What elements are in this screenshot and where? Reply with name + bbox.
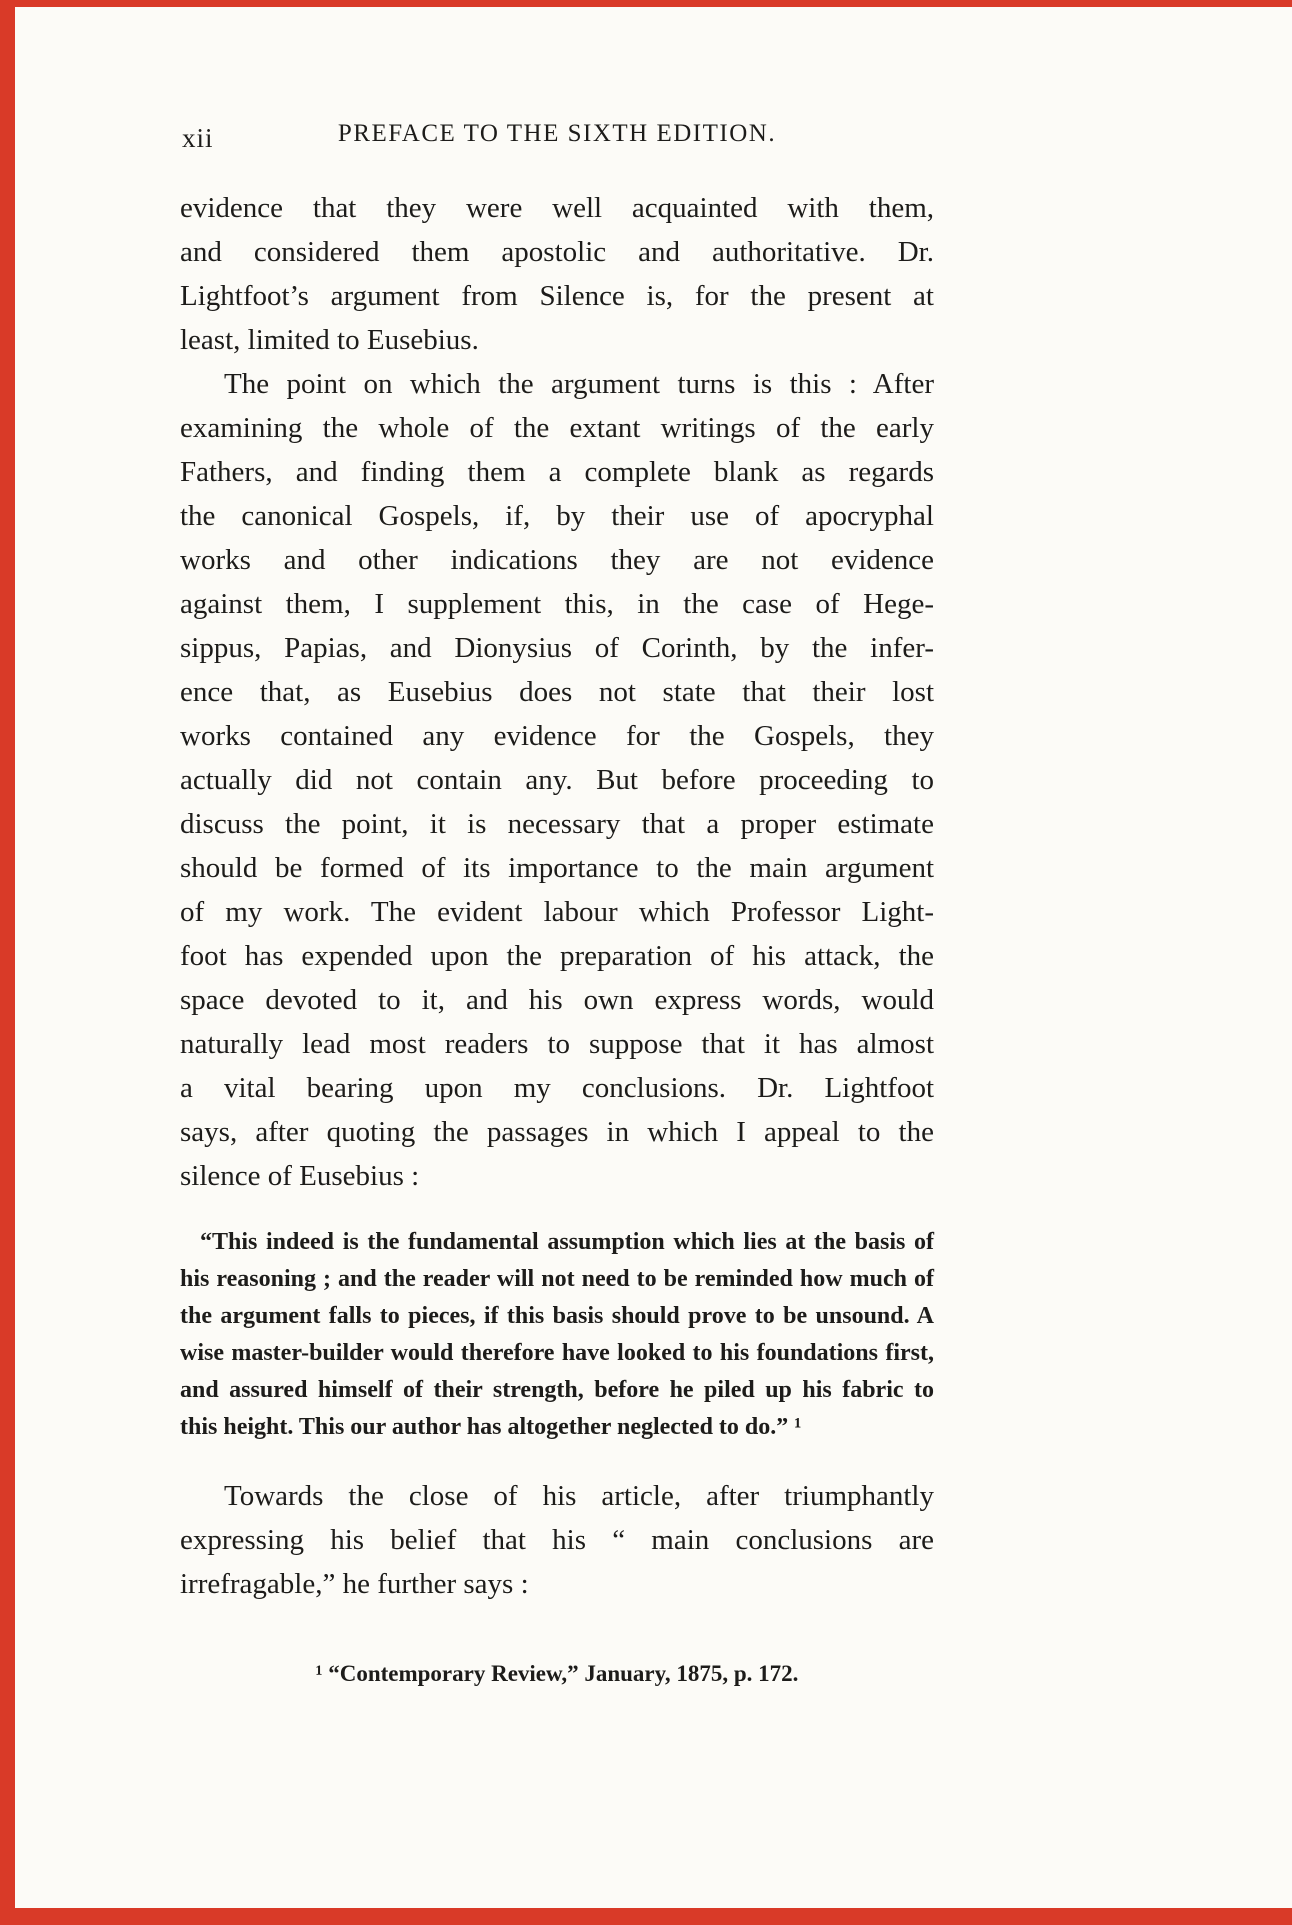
text-line: against them, I supplement this, in the case of Hege- [180, 588, 934, 620]
text-line: actually did not contain any. But before proceeding to [180, 764, 934, 796]
quote-line: his reasoning ; and the reader will not need to be reminded how much of [180, 1266, 934, 1292]
quote-line: and assured himself of their strength, before he piled up his fabric to [180, 1377, 934, 1403]
text-line: foot has expended upon the preparation of his attack, the [180, 940, 934, 972]
text-line: should be formed of its importance to the main argument [180, 852, 934, 884]
quote-line: wise master-builder would therefore have looked to his foundations first, [180, 1340, 934, 1366]
block-quote [180, 1224, 934, 1446]
text-line: The point on which the argument turns is this : After [224, 368, 934, 400]
text-line: and considered them apostolic and authoritative. Dr. [180, 236, 934, 268]
chapter-title: PREFACE TO THE SIXTH EDITION. [337, 120, 777, 147]
paragraph-main [180, 362, 934, 1198]
text-line: evidence that they were well acquainted with them, [180, 192, 934, 224]
text-line: works contained any evidence for the Gospels, they [180, 720, 934, 752]
text-line: space devoted to it, and his own express words, would [180, 984, 934, 1016]
text-line: Lightfoot’s argument from Silence is, for the present at [180, 280, 934, 312]
running-header [180, 120, 934, 156]
text-line: works and other indications they are not evidence [180, 544, 934, 576]
text-line: Fathers, and finding them a complete blank as regards [180, 456, 934, 488]
text-line: the canonical Gospels, if, by their use of apocryphal [180, 500, 934, 532]
footnote-text: ¹ “Contemporary Review,” January, 1875, p. 172. [315, 1661, 799, 1686]
page-content [180, 120, 934, 1696]
text-line: examining the whole of the extant writings of the early [180, 412, 934, 444]
text-line: naturally lead most readers to suppose that it has almost [180, 1028, 934, 1060]
scan-edge-left [0, 0, 15, 1925]
quote-line: this height. This our author has altogether neglected to do.” ¹ [180, 1414, 802, 1440]
page-number: xii [182, 123, 214, 153]
footnote [180, 1652, 934, 1696]
text-line: irrefragable,” he further says : [180, 1568, 529, 1600]
scan-edge-bottom [0, 1908, 1292, 1925]
paragraph-continuation [180, 186, 934, 362]
quote-line: “This indeed is the fundamental assumption which lies at the basis of [200, 1229, 934, 1255]
text-line: silence of Eusebius : [180, 1160, 420, 1192]
paragraph-closing [180, 1474, 934, 1606]
text-line: a vital bearing upon my conclusions. Dr. Lightfoot [180, 1072, 934, 1104]
text-line: expressing his belief that his “ main conclusions are [180, 1524, 934, 1556]
quote-line: the argument falls to pieces, if this basis should prove to be unsound. A [180, 1303, 934, 1329]
scan-edge-top [0, 0, 1292, 7]
text-line: of my work. The evident labour which Professor Light- [180, 896, 934, 928]
text-line: Towards the close of his article, after triumphantly [224, 1480, 934, 1512]
text-line: sippus, Papias, and Dionysius of Corinth, by the infer- [180, 632, 934, 664]
text-line: ence that, as Eusebius does not state that their lost [180, 676, 934, 708]
text-line: says, after quoting the passages in which I appeal to the [180, 1116, 934, 1148]
text-line: discuss the point, it is necessary that a proper estimate [180, 808, 934, 840]
text-line: least, limited to Eusebius. [180, 324, 479, 356]
body-text [180, 186, 934, 1696]
